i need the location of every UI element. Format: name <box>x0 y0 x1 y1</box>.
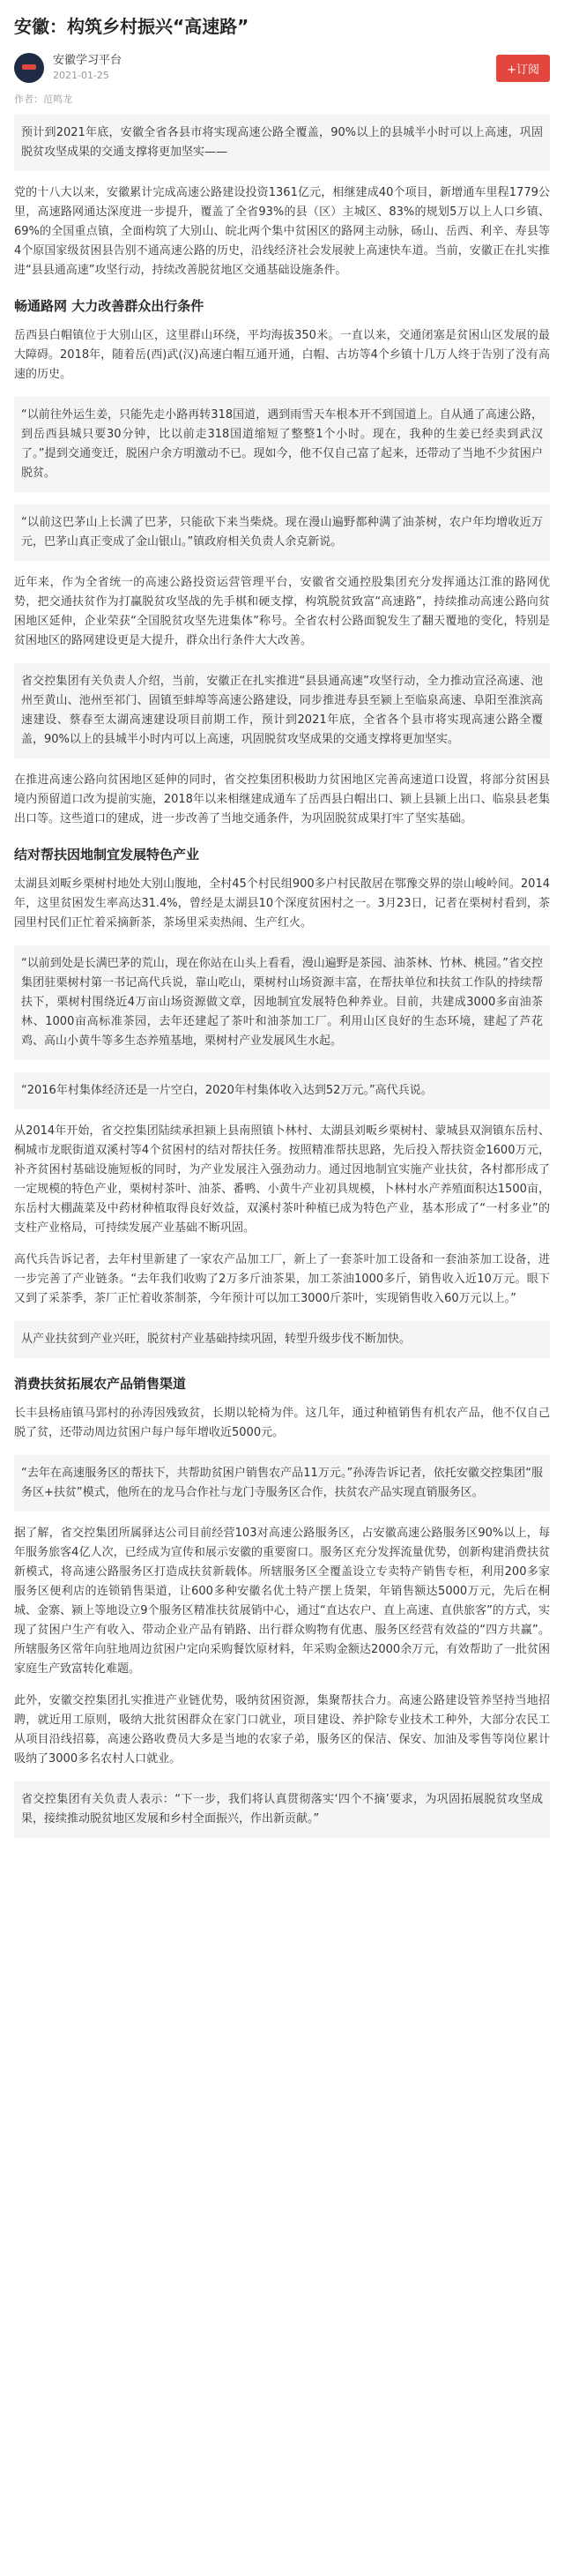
paragraph: 此外，安徽交控集团扎实推进产业链优势，吸纳贫困资源，集聚帮扶合力。高速公路建设管养坚持当地招聘，就近用工原则，吸纳大批贫困群众在家门口就业，项目建设、养护除专业技术工种外，大部分农民工从项目沿线招募，高速公路收费员大多是当地的农家子弟，服务区的保洁、保安、加油及零售等岗位累计吸纳了3000多名农村人口就业。 <box>14 1694 550 1766</box>
section-heading: 畅通路网 大力改善群众出行条件 <box>14 298 204 314</box>
section-heading: 结对帮扶因地制宜发展特色产业 <box>14 847 200 862</box>
follow-button[interactable]: +订阅 <box>496 55 550 82</box>
paragraph: “去年在高速服务区的帮扶下，共帮助贫困户销售农产品11万元。”孙涛告诉记者，依托安徽交控集团“服务区+扶贫”模式，他所在的龙马合作社与龙门寺服务区合作，扶贫农产品实现直销服务区。 <box>14 1455 550 1512</box>
paragraph: 省交控集团有关负责人表示：“下一步，我们将认真贯彻落实‘四个不摘’要求，为巩固拓展脱贫攻坚成果，接续推动脱贫地区发展和乡村全面振兴，作出新贡献。” <box>14 1781 550 1838</box>
paragraph: 在推进高速公路向贫困地区延伸的同时，省交控集团积极助力贫困地区完善高速道口设置，将部分贫困县境内预留道口改为提前实施，2018年以来相继建成通车了岳西县白帽出口、颍上县颍上出口、临泉县老集出口等。这些道口的建成，进一步改善了当地交通条件，为巩固脱贫成果打牢了坚实基础。 <box>14 773 550 825</box>
section-heading: 消费扶贫拓展农产品销售渠道 <box>14 1376 187 1392</box>
article-title: 安徽：构筑乡村振兴“高速路” <box>14 16 249 37</box>
paragraph: “以前往外运生姜，只能先走小路再转318国道，遇到雨雪天车根本开不到国道上。自从通了高速公路，到岳西县城只要30分钟，比以前走318国道缩短了整整1个小时。现在，我种的生姜已经卖到武汉了。”提到交通变迁，脱困户余方明激动不已。现如今，他不仅自己富了起来，还带动了当地不少贫困户脱贫。 <box>14 397 550 492</box>
paragraph: 据了解，省交控集团所属驿达公司目前经营103对高速公路服务区，占安徽高速公路服务区90%以上，每年服务旅客4亿人次，已经成为宣传和展示安徽的重要窗口。服务区充分发挥流量优势，创新构建消费扶贫新模式，将高速公路服务区打造成扶贫新载体。所辖服务区全覆盖设立专卖特产销售专柜，利用200多家服务区便利店的连锁销售渠道，让600多种安徽名优土特产摆上货架，年销售额达5000万元，先后在桐城、金寨、颍上等地设立9个服务区精准扶贫展销中心，通过“直达农户、直上高速、直供旅客”的方式，实现了贫困户生产有收入、带动企业产品有销路、出行群众购物有优惠、服务区经营有效益的“四方共赢”。所辖服务区常年向驻地周边贫困户定向采购餐饮原材料，年采购金额达2000余万元，有效帮助了一批贫困家庭生产致富转化难题。 <box>14 1527 550 1676</box>
author-name[interactable]: 安徽学习平台 <box>53 54 122 67</box>
author-bar <box>0 48 564 92</box>
article-body <box>0 115 564 1838</box>
author-info <box>53 53 496 83</box>
paragraph: 长丰县杨庙镇马郢村的孙涛因残致贫，长期以轮椅为伴。这几年，通过种植销售有机农产品，他不仅自己脱了贫，还带动周边贫困户每户每年增收近5000元。 <box>14 1407 550 1439</box>
paragraph: 高代兵告诉记者，去年村里新建了一家农产品加工厂，新上了一套茶叶加工设备和一套油茶加工设备，进一步完善了产业链条。“去年我们收购了2万多斤油茶果，加工茶油1000多斤，销售收入近10万元。眼下又到了采茶季，茶厂正忙着收茶制茶，今年预计可以加工3000斤茶叶，实现销售收入60万元以上。” <box>14 1253 550 1305</box>
paragraph: 从2014年开始，省交控集团陆续承担颍上县南照镇卜林村、太湖县刘畈乡栗树村、蒙城县双涧镇东岳村、桐城市龙眠街道双溪村等4个贫困村的结对帮扶任务。按照精准帮扶思路，先后投入帮扶资金1600万元，补齐贫困村基础设施短板的同时，为产业发展注入强劲动力。通过因地制宜实施产业扶贫，各村都形成了一定规模的特色产业，栗树村茶叶、油茶、番鸭、小黄牛产业初具规模，卜林村水产养殖面积达1500亩，东岳村大棚蔬菜及中药材种植取得良好效益，双溪村茶叶种植已成为特色产业，基本形成了“一村多业”的支柱产业格局，可持续发展产业基础不断巩固。 <box>14 1124 550 1235</box>
paragraph: “以前到处是长满巴茅的荒山，现在你站在山头上看看，漫山遍野是茶园、油茶林、竹林、桃园。”省交控集团驻栗树村第一书记高代兵说，靠山吃山，栗树村山场资源丰富，在帮扶单位和扶贫工作队的持续帮扶下，栗树村围绕近4万亩山场资源做文章，因地制宜发展特色种养业。目前，共建成3000多亩油茶林、1000亩高标准茶园，去年还建起了茶叶和油茶加工厂。利用山区良好的生态环境，建起了芦花鸡、高山小黄牛等多生态养殖基地，栗树村产业发展风生水起。 <box>14 945 550 1060</box>
paragraph: “2016年村集体经济还是一片空白，2020年村集体收入达到52万元。”高代兵说。 <box>14 1072 550 1109</box>
paragraph: 省交控集团有关负责人介绍，当前，安徽正在扎实推进“县县通高速”攻坚行动，全力推动宣泾高速、池州至黄山、池州至祁门、固镇至蚌埠等高速公路建设，同步推进寿县至颍上至临泉高速、阜阳至淮滨高速建设、蔡春至太湖高速建设项目前期工作，预计到2021年底，全省各个县市将实现高速公路全覆盖，90%以上的县城半小时内可以上高速，巩固脱贫攻坚成果的交通支撑将更加坚实。 <box>14 663 550 758</box>
paragraph: “以前这巴茅山上长满了巴茅，只能砍下来当柴烧。现在漫山遍野都种满了油茶树，农户年均增收近万元，巴茅山真正变成了金山银山。”镇政府相关负责人余克新说。 <box>14 504 550 561</box>
author-avatar[interactable] <box>14 53 44 83</box>
paragraph: 预计到2021年底，安徽全省各县市将实现高速公路全覆盖，90%以上的县城半小时可以上高速，巩固脱贫攻坚成果的交通支撑将更加坚实—— <box>14 115 550 171</box>
byline: 作者：范鸣龙 <box>14 93 72 105</box>
paragraph: 岳西县白帽镇位于大别山区，这里群山环绕，平均海拔350米。一直以来，交通闭塞是贫困山区发展的最大障碍。2018年，随着岳(西)武(汉)高速白帽互通开通，白帽、古坊等4个乡镇十几万人终于告别了没有高速的历史。 <box>14 329 550 381</box>
paragraph: 党的十八大以来，安徽累计完成高速公路建设投资1361亿元，相继建成40个项目，新增通车里程1779公里，高速路网通达深度进一步提升，覆盖了全省93%的县（区）主城区、83%的规划5万以上人口乡镇、69%的全国重点镇，全面构筑了大别山、皖北两个集中贫困区的路网主动脉，砀山、岳西、利辛、寿县等4个原国家级贫困县告别不通高速公路的历史，沿线经济社会发展驶上高速快车道。当前，安徽正在扎实推进“县县通高速”攻坚行动，持续改善脱贫地区交通基础设施条件。 <box>14 186 550 277</box>
publish-date: 2021-01-25 <box>53 70 109 81</box>
paragraph: 从产业扶贫到产业兴旺，脱贫村产业基础持续巩固，转型升级步伐不断加快。 <box>14 1321 550 1358</box>
paragraph: 近年来，作为全省统一的高速公路投资运营管理平台，安徽省交通控股集团充分发挥通达江淮的路网优势，把交通扶贫作为打赢脱贫攻坚战的先手棋和硬支撑，构筑脱贫致富“高速路”，持续推动高速公路向贫困地区延伸，企业荣获“全国脱贫攻坚先进集体”称号。全省农村公路面貌发生了翻天覆地的变化，特别是贫困地区的路网建设更是大提升，群众出行条件大大改善。 <box>14 576 550 647</box>
paragraph: 太湖县刘畈乡栗树村地处大别山腹地，全村45个村民组900多户村民散居在鄂豫交界的崇山峻岭间。2014年，这里贫困发生率高达31.4%，曾经是太湖县10个深度贫困村之一。3月23日，记者在栗树村看到，茶园里村民们正忙着采摘新茶，茶场里采卖热闹、生产红火。 <box>14 877 550 930</box>
